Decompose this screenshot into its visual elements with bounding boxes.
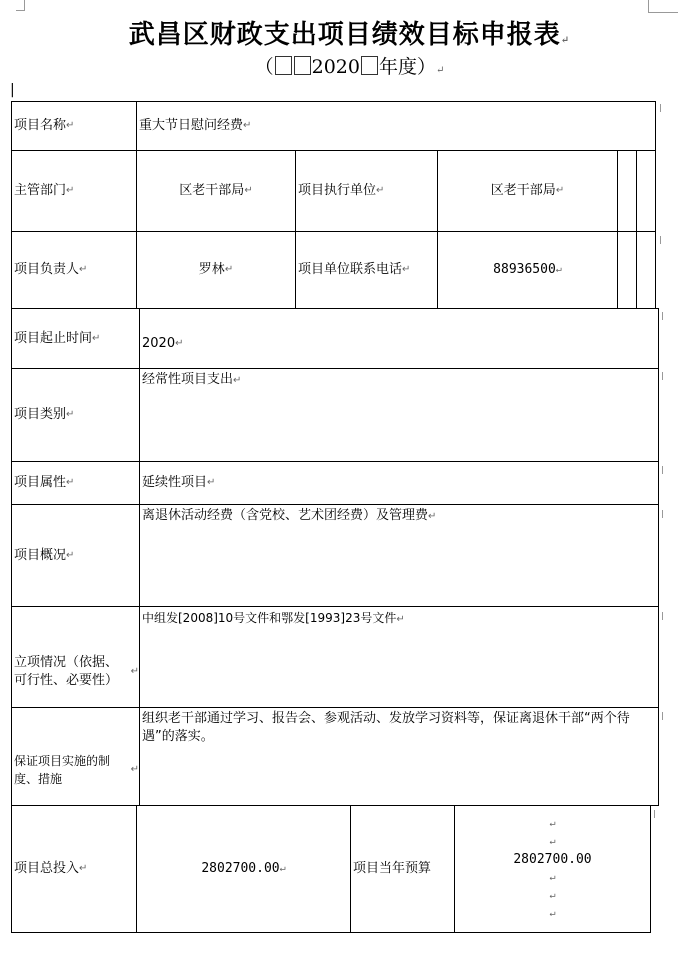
edge-tick: [662, 312, 663, 320]
project-name-label: 项目名称 ↵: [11, 101, 137, 151]
measures-value: 组织老干部通过学习、报告会、参观活动、发放学习资料等，保证离退休干部“两个待遇”的落实。: [139, 707, 659, 806]
basis-value: 中组发[2008]10号文件和鄂发[1993]23号文件↵: [139, 606, 659, 708]
crop-mark-top-left: [16, 0, 25, 11]
page-subtitle: （ 2020 年度）↵: [254, 56, 445, 78]
blank-box: [275, 56, 292, 75]
blank-box: [294, 56, 311, 75]
edge-tick: [662, 372, 663, 380]
dept-value: 区老干部局 ↵: [136, 150, 296, 232]
category-value: 经常性项目支出↵: [139, 368, 659, 462]
manager-value: 罗林 ↵: [136, 231, 296, 309]
phone-value: 88936500 ↵: [437, 231, 618, 309]
dept-label: 主管部门 ↵: [11, 150, 137, 232]
attribute-value: 延续性项目 ↵: [139, 461, 659, 505]
phone-label: 项目单位联系电话 ↵: [295, 231, 438, 309]
period-label: 项目起止时间 ↵: [11, 308, 140, 369]
budget-value: ↵ ↵ 2802700.00 ↵ ↵ ↵: [454, 805, 651, 933]
budget-label: 项目当年预算: [350, 805, 455, 933]
period-value: 2020 ↵: [139, 308, 659, 369]
exec-unit-value: 区老干部局 ↵: [437, 150, 618, 232]
total-value: 2802700.00 ↵: [136, 805, 351, 933]
measures-label: 保证项目实施的制度、措施 ↵: [11, 707, 140, 806]
edge-tick: [660, 236, 661, 244]
page-title: 武昌区财政支出项目绩效目标申报表↵: [128, 20, 571, 50]
basis-label: 立项情况（依据、可行性、必要性） ↵: [11, 606, 140, 708]
category-label: 项目类别 ↵: [11, 368, 140, 462]
crop-mark-top-right-h: [648, 12, 678, 13]
narrow-cell: [636, 150, 656, 232]
narrow-cell: [636, 231, 656, 309]
attribute-label: 项目属性 ↵: [11, 461, 140, 505]
subtitle-year: 2020: [311, 56, 360, 78]
edge-tick: [662, 466, 663, 474]
manager-label: 项目负责人 ↵: [11, 231, 137, 309]
cursor-mark: |: [10, 82, 15, 98]
edge-tick: [662, 612, 663, 620]
exec-unit-label: 项目执行单位 ↵: [295, 150, 438, 232]
crop-mark-top-right: [648, 0, 649, 12]
edge-tick: [662, 712, 663, 720]
edge-tick: [660, 104, 661, 112]
narrow-cell: [617, 150, 637, 232]
narrow-cell: [617, 231, 637, 309]
project-name-value: 重大节日慰问经费 ↵: [136, 101, 656, 151]
blank-box: [361, 56, 378, 75]
total-label: 项目总投入 ↵: [11, 805, 137, 933]
overview-value: 离退休活动经费（含党校、艺术团经费）及管理费↵: [139, 504, 659, 607]
overview-label: 项目概况 ↵: [11, 504, 140, 607]
edge-tick: [662, 510, 663, 518]
edge-tick: [654, 810, 655, 818]
